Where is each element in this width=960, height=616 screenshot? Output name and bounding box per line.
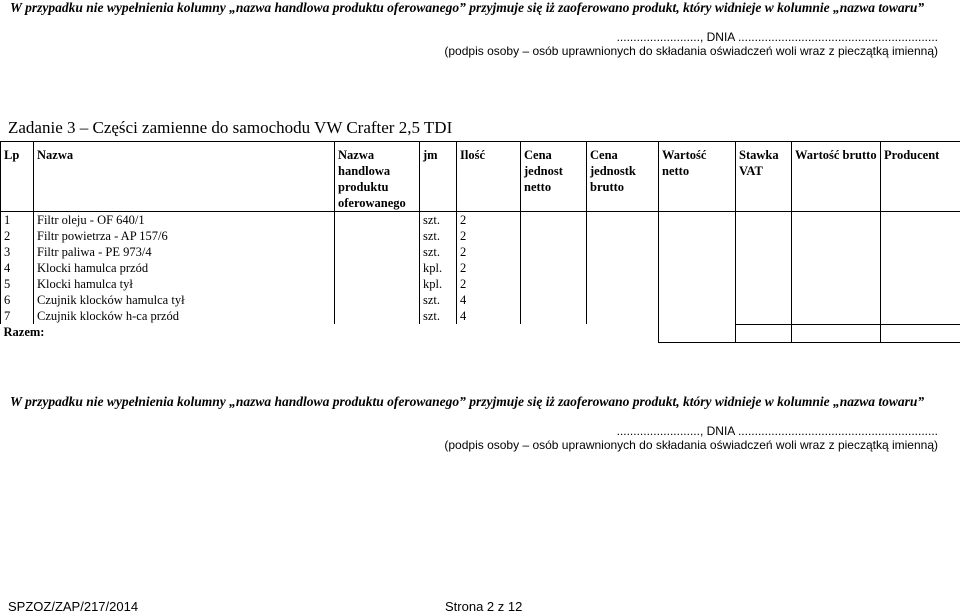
header-cena-brutto: Cena jednostk brutto — [587, 142, 659, 212]
header-stawka-vat: Stawka VAT — [736, 142, 792, 212]
cell-cena-netto — [521, 260, 587, 276]
total-wartosc-netto — [659, 324, 736, 342]
cell-stawka-vat — [736, 292, 792, 308]
header-nazwa: Nazwa — [34, 142, 335, 212]
cell-lp: 7 — [1, 308, 34, 324]
table-row — [1, 276, 960, 292]
cell-nazwa: Czujnik klocków hamulca tył — [34, 292, 335, 308]
cell-lp: 3 — [1, 244, 34, 260]
instruction-note-top: W przypadku nie wypełnienia kolumny „nazwa handlowa produktu oferowanego” przyjmuje się iż zaoferowano produkt, który widnieje w kolumnie „nazwa towaru” — [10, 0, 925, 15]
table-row — [1, 292, 960, 308]
section-title: Zadanie 3 – Części zamienne do samochodu VW Crafter 2,5 TDI — [8, 118, 453, 137]
cell-producent — [881, 308, 960, 324]
cell-stawka-vat — [736, 244, 792, 260]
cell-jm: szt. — [420, 228, 457, 244]
cell-stawka-vat — [736, 260, 792, 276]
cell-nazwa: Filtr powietrza - AP 157/6 — [34, 228, 335, 244]
signature-date-line-bottom: ........................., DNIA ............................................................ — [616, 424, 938, 438]
cell-jm: szt. — [420, 292, 457, 308]
cell-wartosc-netto — [659, 244, 736, 260]
cell-ilosc: 2 — [457, 276, 521, 292]
cell-nazwa-handlowa — [335, 244, 420, 260]
cell-jm: szt. — [420, 212, 457, 229]
table-row — [1, 228, 960, 244]
header-wartosc-netto: Wartość netto — [659, 142, 736, 212]
cell-cena-netto — [521, 292, 587, 308]
cell-nazwa: Klocki hamulca tył — [34, 276, 335, 292]
cell-nazwa-handlowa — [335, 228, 420, 244]
cell-ilosc: 2 — [457, 260, 521, 276]
header-ilosc: Ilość — [457, 142, 521, 212]
cell-nazwa-handlowa — [335, 212, 420, 229]
cell-lp: 2 — [1, 228, 34, 244]
cell-jm: szt. — [420, 244, 457, 260]
cell-stawka-vat — [736, 212, 792, 229]
cell-wartosc-netto — [659, 308, 736, 324]
cell-stawka-vat — [736, 228, 792, 244]
table-row — [1, 244, 960, 260]
cell-ilosc: 2 — [457, 228, 521, 244]
cell-producent — [881, 228, 960, 244]
cell-lp: 6 — [1, 292, 34, 308]
cell-nazwa: Filtr oleju - OF 640/1 — [34, 212, 335, 229]
cell-ilosc: 4 — [457, 308, 521, 324]
total-stawka-vat — [736, 324, 792, 342]
cell-producent — [881, 276, 960, 292]
cell-wartosc-brutto — [792, 228, 881, 244]
header-jm: jm — [420, 142, 457, 212]
header-wartosc-brutto: Wartość brutto — [792, 142, 881, 212]
cell-stawka-vat — [736, 308, 792, 324]
cell-wartosc-netto — [659, 260, 736, 276]
cell-wartosc-brutto — [792, 212, 881, 229]
items-table — [0, 141, 960, 343]
cell-cena-netto — [521, 244, 587, 260]
cell-wartosc-netto — [659, 228, 736, 244]
instruction-note-bottom: W przypadku nie wypełnienia kolumny „nazwa handlowa produktu oferowanego” przyjmuje się iż zaoferowano produkt, który widnieje w kolumnie „nazwa towaru” — [10, 394, 925, 409]
signature-caption-top: (podpis osoby – osób uprawnionych do składania oświadczeń woli wraz z pieczątką imienną) — [444, 44, 938, 58]
signature-date-line-top: ........................., DNIA ............................................................ — [616, 30, 938, 44]
cell-nazwa-handlowa — [335, 308, 420, 324]
cell-nazwa-handlowa — [335, 260, 420, 276]
cell-ilosc: 2 — [457, 244, 521, 260]
cell-wartosc-brutto — [792, 260, 881, 276]
cell-wartosc-brutto — [792, 244, 881, 260]
cell-cena-brutto — [587, 244, 659, 260]
header-producent: Producent — [881, 142, 960, 212]
cell-producent — [881, 260, 960, 276]
cell-producent — [881, 292, 960, 308]
cell-lp: 1 — [1, 212, 34, 229]
cell-cena-netto — [521, 212, 587, 229]
cell-cena-brutto — [587, 292, 659, 308]
cell-cena-netto — [521, 228, 587, 244]
header-nazwa-handlowa: Nazwa handlowa produktu oferowanego — [335, 142, 420, 212]
cell-lp: 5 — [1, 276, 34, 292]
cell-lp: 4 — [1, 260, 34, 276]
table-row — [1, 212, 960, 229]
cell-nazwa-handlowa — [335, 292, 420, 308]
cell-jm: szt. — [420, 308, 457, 324]
cell-cena-brutto — [587, 260, 659, 276]
cell-wartosc-netto — [659, 276, 736, 292]
table-row — [1, 260, 960, 276]
cell-wartosc-brutto — [792, 276, 881, 292]
cell-producent — [881, 244, 960, 260]
footer-doc-number: SPZOZ/ZAP/217/2014 — [8, 599, 139, 614]
cell-nazwa-handlowa — [335, 276, 420, 292]
cell-cena-brutto — [587, 276, 659, 292]
cell-nazwa: Filtr paliwa - PE 973/4 — [34, 244, 335, 260]
cell-stawka-vat — [736, 276, 792, 292]
cell-cena-brutto — [587, 308, 659, 324]
cell-wartosc-brutto — [792, 292, 881, 308]
header-cena-netto: Cena jednost netto — [521, 142, 587, 212]
cell-wartosc-netto — [659, 292, 736, 308]
table-header-row — [1, 142, 960, 212]
cell-ilosc: 2 — [457, 212, 521, 229]
cell-cena-netto — [521, 308, 587, 324]
signature-caption-bottom: (podpis osoby – osób uprawnionych do składania oświadczeń woli wraz z pieczątką imienną) — [444, 438, 938, 452]
razem-label: Razem: — [1, 324, 659, 342]
totals-row — [1, 324, 960, 342]
cell-nazwa: Klocki hamulca przód — [34, 260, 335, 276]
header-lp: Lp — [1, 142, 34, 212]
cell-jm: kpl. — [420, 260, 457, 276]
cell-producent — [881, 212, 960, 229]
table-row — [1, 308, 960, 324]
total-wartosc-brutto — [792, 324, 881, 342]
cell-wartosc-brutto — [792, 308, 881, 324]
cell-cena-brutto — [587, 228, 659, 244]
cell-cena-netto — [521, 276, 587, 292]
cell-cena-brutto — [587, 212, 659, 229]
cell-ilosc: 4 — [457, 292, 521, 308]
cell-nazwa: Czujnik klocków h-ca przód — [34, 308, 335, 324]
total-producent — [881, 324, 960, 342]
cell-wartosc-netto — [659, 212, 736, 229]
footer-page-number: Strona 2 z 12 — [445, 599, 523, 614]
cell-jm: kpl. — [420, 276, 457, 292]
